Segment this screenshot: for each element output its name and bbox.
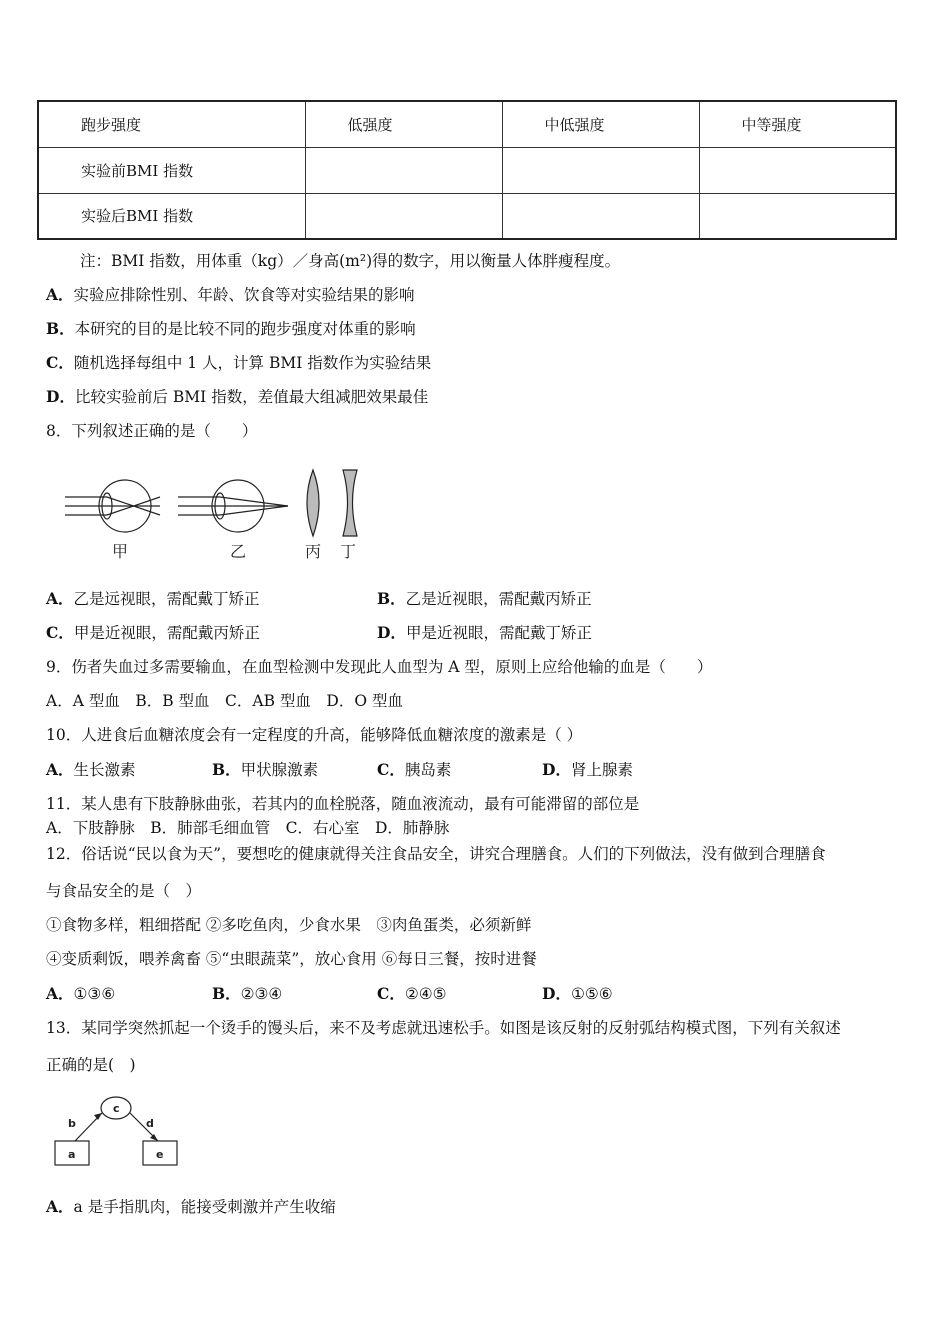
eye-diagram-jia	[65, 480, 160, 532]
arrow-d-icon	[150, 1134, 158, 1141]
question-9-options: A．A 型血 B．B 型血 C．AB 型血 D．O 型血	[46, 692, 403, 710]
question-10-stem: 10．人进食后血糖浓度会有一定程度的升高，能够降低血糖浓度的激素是（ ）	[46, 726, 583, 744]
figure-label-jia: 甲	[112, 542, 129, 561]
option-letter: A．	[46, 760, 74, 779]
option-text: a 是手指肌肉，能接受刺激并产生收缩	[73, 1198, 336, 1216]
question-12-items-1: ①食物多样，粗细搭配 ②多吃鱼肉，少食水果 ③肉鱼蛋类，必须新鲜	[46, 916, 532, 934]
table-header-cell: 跑步强度	[38, 101, 305, 147]
label-e: e	[156, 1148, 164, 1161]
reflex-arc-figure	[50, 1093, 185, 1171]
option-a	[46, 283, 415, 305]
option-letter: B．	[212, 760, 241, 779]
option-letter: C．	[46, 623, 74, 642]
label-d: d	[146, 1117, 154, 1130]
concave-lens-ding	[343, 470, 357, 536]
figure-label-yi: 乙	[230, 542, 247, 561]
convex-lens-bing	[307, 470, 319, 536]
option-letter: D．	[542, 984, 571, 1003]
table-cell: 实验后BMI 指数	[38, 193, 305, 239]
option-letter: A．	[46, 589, 74, 608]
table-cell	[305, 193, 502, 239]
option-letter: D．	[377, 623, 406, 642]
table-cell	[502, 147, 699, 193]
option-d	[542, 758, 633, 780]
question-12-stem: 12．俗话说“民以食为天”，要想吃的健康就得关注食品安全，讲究合理膳食。人们的下列做法，没有做到合理膳食	[46, 845, 826, 863]
option-text: 比较实验前后 BMI 指数，差值最大组减肥效果最佳	[74, 388, 429, 406]
option-a	[46, 982, 115, 1004]
bmi-table	[37, 100, 897, 240]
question-11-stem: 11．某人患有下肢静脉曲张，若其内的血栓脱落，随血液流动，最有可能滞留的部位是	[46, 795, 640, 813]
option-letter: A．	[46, 984, 74, 1003]
option-text: 乙是远视眼，需配戴丁矫正	[73, 590, 260, 608]
table-cell: 实验前BMI 指数	[38, 147, 305, 193]
option-c	[377, 982, 447, 1004]
option-letter: A．	[46, 285, 74, 304]
option-c	[46, 351, 431, 373]
question-12-stem-cont: 与食品安全的是（ ）	[46, 882, 202, 900]
option-letter: C．	[377, 760, 405, 779]
option-letter: A．	[46, 1197, 74, 1216]
option-text: 胰岛素	[404, 761, 452, 779]
table-header-cell: 中等强度	[699, 101, 896, 147]
option-c	[377, 758, 451, 780]
arrow-b-icon	[94, 1113, 102, 1120]
option-b	[46, 317, 416, 339]
option-letter: D．	[46, 387, 75, 406]
option-d	[542, 982, 613, 1004]
option-text: 实验应排除性别、年龄、饮食等对实验结果的影响	[73, 286, 415, 304]
option-b	[212, 758, 318, 780]
question-8-stem: 8．下列叙述正确的是（ ）	[46, 422, 258, 440]
figure-label-ding: 丁	[340, 542, 357, 561]
table-header-cell: 中低强度	[502, 101, 699, 147]
eye-lens-figure	[60, 462, 380, 562]
option-letter: C．	[377, 984, 405, 1003]
option-text: ②④⑤	[404, 985, 447, 1003]
table-row	[38, 193, 896, 239]
table-cell	[305, 147, 502, 193]
option-b	[377, 587, 592, 609]
option-b	[212, 982, 282, 1004]
table-row	[38, 147, 896, 193]
label-c: c	[113, 1102, 120, 1115]
option-text: 甲是近视眼，需配戴丁矫正	[405, 624, 592, 642]
table-header-row	[38, 101, 896, 147]
option-text: 乙是近视眼，需配戴丙矫正	[405, 590, 592, 608]
label-b: b	[68, 1117, 76, 1130]
question-13-stem: 13．某同学突然抓起一个烫手的馒头后，来不及考虑就迅速松手。如图是该反射的反射弧结构模式图，下列有关叙述	[46, 1019, 841, 1037]
option-text: 甲是近视眼，需配戴丙矫正	[73, 624, 260, 642]
option-a	[46, 758, 136, 780]
question-12-items-2: ④变质剩饭，喂养禽畜 ⑤“虫眼蔬菜”，放心食用 ⑥每日三餐，按时进餐	[46, 950, 537, 968]
option-text: ②③④	[240, 985, 283, 1003]
table-cell	[502, 193, 699, 239]
figure-label-bing: 丙	[305, 542, 322, 561]
option-letter: B．	[377, 589, 406, 608]
option-c	[46, 621, 260, 643]
option-d	[377, 621, 592, 643]
option-text: 肾上腺素	[570, 761, 633, 779]
table-cell	[699, 147, 896, 193]
option-text: 本研究的目的是比较不同的跑步强度对体重的影响	[74, 320, 416, 338]
table-cell	[699, 193, 896, 239]
option-text: ①③⑥	[73, 985, 116, 1003]
option-letter: D．	[542, 760, 571, 779]
eye-diagram-yi	[178, 480, 288, 532]
table-note: 注：BMI 指数，用体重（kg）／身高(m²)得的数字，用以衡量人体胖瘦程度。	[80, 252, 621, 270]
option-text: 生长激素	[73, 761, 136, 779]
label-a: a	[68, 1148, 76, 1161]
option-d	[46, 385, 428, 407]
question-9-stem: 9．伤者失血过多需要输血，在血型检测中发现此人血型为 A 型，原则上应给他输的血是（ ）	[46, 658, 713, 676]
option-letter: B．	[212, 984, 241, 1003]
option-text: 甲状腺激素	[240, 761, 319, 779]
option-letter: C．	[46, 353, 74, 372]
question-11-options: A．下肢静脉 B．肺部毛细血管 C．右心室 D．肺静脉	[46, 819, 450, 837]
question-13-stem-cont: 正确的是( )	[46, 1056, 136, 1074]
option-a	[46, 1195, 336, 1217]
option-text: 随机选择每组中 1 人，计算 BMI 指数作为实验结果	[73, 354, 432, 372]
option-a	[46, 587, 260, 609]
option-letter: B．	[46, 319, 75, 338]
option-text: ①⑤⑥	[570, 985, 613, 1003]
table-header-cell: 低强度	[305, 101, 502, 147]
